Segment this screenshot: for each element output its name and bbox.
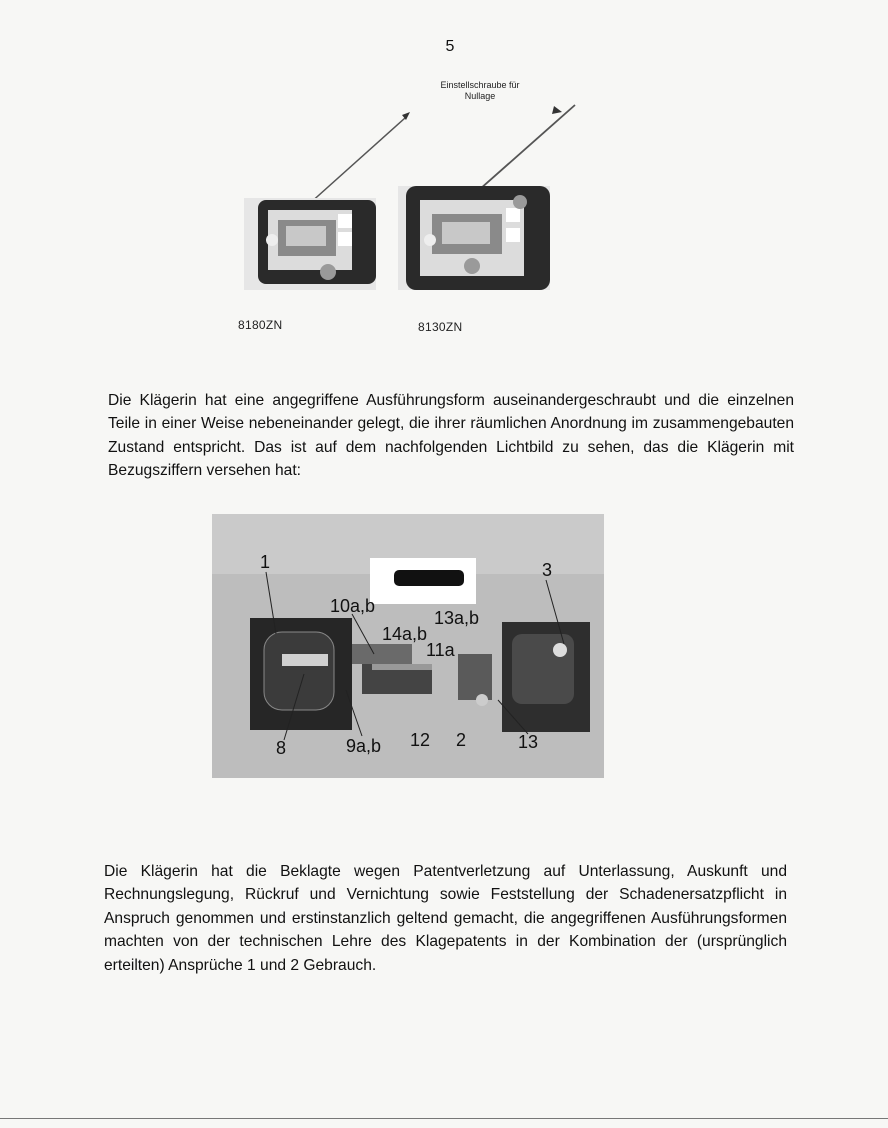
photo-label-8: 8 xyxy=(276,738,287,758)
caption-8180zn: 8180ZN xyxy=(238,318,283,332)
callout-line-1: Einstellschraube für xyxy=(440,80,520,90)
photo-label-13ab: 13a,b xyxy=(434,608,480,628)
photo-label-2: 2 xyxy=(456,730,467,750)
device-image-8130zn xyxy=(398,186,550,290)
photo-label-1: 1 xyxy=(260,552,271,572)
paragraph-1: Die Klägerin hat eine angegriffene Ausführungsform auseinandergeschraubt und die einzelnen Teile in einer Weise nebeneinander gelegt, die ihrer räumlichen Anordnung im zusammengebauten Zustand entspricht. Das ist auf dem nachfolgenden Lichtbild zu sehen, das die Klägerin mit Bezugsziffern versehen hat: xyxy=(108,391,794,480)
disassembled-parts-photo xyxy=(212,514,604,778)
paragraph-2: Die Klägerin hat die Beklagte wegen Patentverletzung auf Unterlassung, Auskunft und Rechnungslegung, Rückruf und Vernichtung sowie Feststellung der Schadenersatzpflicht in Anspruch genommen und erstinstanzlich geltend gemacht, die angegriffenen Ausführungsformen machten von der technischen Lehre des Klagepatents in der Kombination der (ursprünglich erteilten) Ansprüche 1 und 2 Gebrauch. xyxy=(104,862,787,974)
photo-label-12: 12 xyxy=(410,730,431,750)
page-number: 5 xyxy=(445,38,455,55)
photo-label-11a: 11a xyxy=(426,640,455,660)
caption-8130zn: 8130ZN xyxy=(418,320,463,334)
device-image-8180zn xyxy=(244,198,376,290)
photo-label-9ab: 9a,b xyxy=(346,736,382,756)
callout-line-2: Nullage xyxy=(464,91,496,101)
device-comparison-figure xyxy=(230,90,590,290)
photo-label-14ab: 14a,b xyxy=(382,624,428,644)
photo-label-10ab: 10a,b xyxy=(330,596,376,616)
bottom-rule xyxy=(0,1118,888,1119)
arrowhead-right xyxy=(552,106,562,114)
redaction-bar xyxy=(394,570,464,586)
photo-label-3: 3 xyxy=(542,560,553,580)
photo-label-13: 13 xyxy=(518,732,539,752)
